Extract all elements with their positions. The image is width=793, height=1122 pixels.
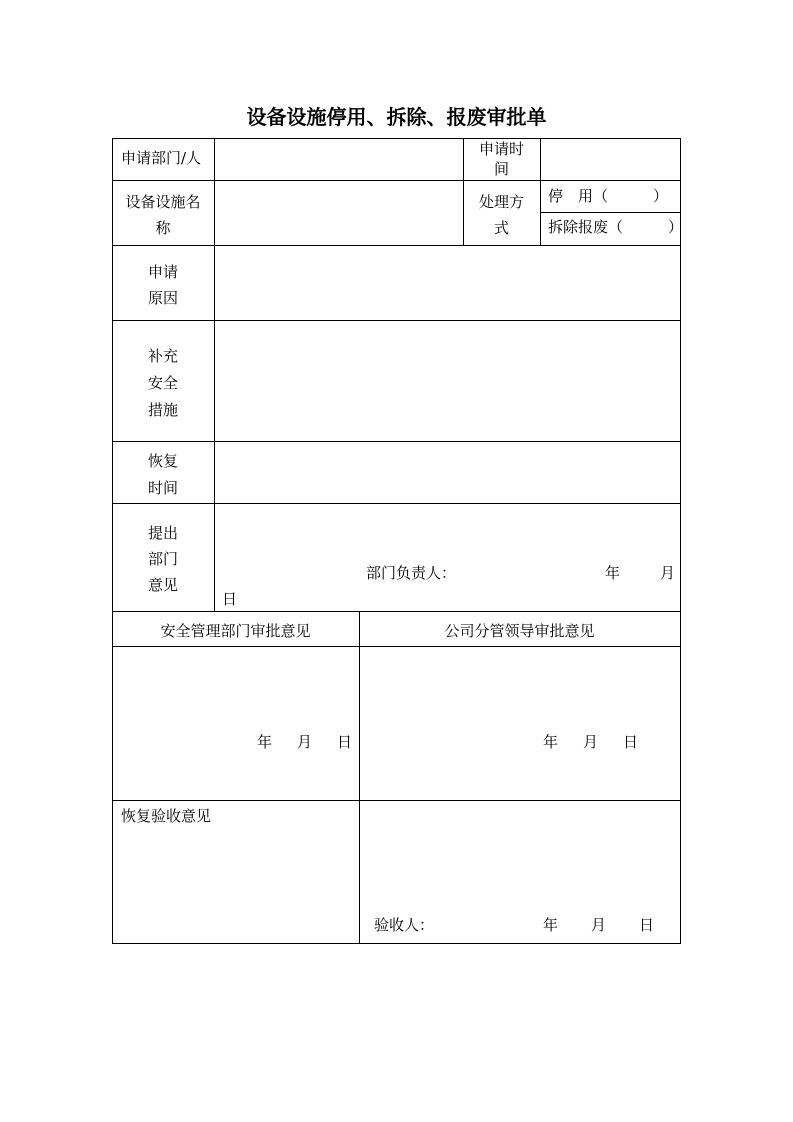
acceptance-label: 恢复验收意见: [121, 807, 212, 825]
recovery-time-label: 恢复: [148, 452, 179, 470]
row-divider: [112, 611, 681, 612]
dept-head-signer: 部门负责人：: [366, 564, 457, 582]
safety-dept-approval-header: 安全管理部门审批意见: [160, 622, 311, 640]
dept-opinion-label: 提出: [148, 524, 179, 542]
leader-approval-field[interactable]: [360, 647, 680, 800]
apply-time-label: 间: [493, 160, 509, 178]
table-border: [112, 943, 681, 944]
date-year: 年: [605, 564, 621, 582]
recovery-time-label: 时间: [148, 479, 179, 497]
reason-label: 申请: [148, 263, 179, 281]
safety-measures-label: 措施: [148, 401, 179, 419]
apply-time-label: 申请时: [478, 140, 524, 158]
method-label: 式: [493, 219, 509, 237]
safety-measures-field[interactable]: [215, 321, 680, 441]
reason-label: 原因: [148, 289, 179, 307]
recovery-time-field[interactable]: [215, 442, 680, 503]
dept-opinion-label: 意见: [148, 576, 179, 594]
form-title: 设备设施停用、拆除、报废审批单: [246, 105, 547, 129]
leader-approval-header: 公司分管领导审批意见: [444, 622, 595, 640]
date-day: 日: [337, 733, 353, 751]
equipment-name-label: 称: [155, 219, 171, 237]
table-border: [680, 138, 681, 944]
reason-field[interactable]: [215, 246, 680, 320]
date-day: 日: [639, 916, 655, 934]
option-scrap[interactable]: 拆除报废（ ）: [548, 218, 684, 236]
table-border: [112, 138, 113, 944]
safety-measures-label: 安全: [148, 374, 179, 392]
dept-opinion-field[interactable]: [215, 504, 680, 611]
date-day: 日: [623, 733, 639, 751]
date-year: 年: [543, 733, 559, 751]
date-month: 月: [297, 733, 313, 751]
date-month: 月: [583, 733, 599, 751]
date-year: 年: [543, 916, 559, 934]
method-label: 处理方: [478, 193, 524, 211]
date-month: 月: [591, 916, 607, 934]
dept-opinion-label: 部门: [148, 550, 179, 568]
dept-person-label: 申请部门/人: [121, 149, 202, 167]
apply-time-field[interactable]: [541, 139, 680, 180]
option-disable[interactable]: 停 用（ ）: [548, 187, 669, 205]
dept-person-field[interactable]: [215, 139, 463, 180]
date-month: 月: [660, 564, 676, 582]
equipment-name-field[interactable]: [215, 181, 463, 245]
row-divider: [540, 212, 681, 213]
safety-dept-approval-field[interactable]: [113, 647, 359, 800]
safety-measures-label: 补充: [148, 347, 179, 365]
acceptance-signer: 验收人：: [374, 916, 435, 934]
date-day: 日: [222, 590, 238, 608]
equipment-name-label: 设备设施名: [125, 193, 201, 211]
date-year: 年: [257, 733, 273, 751]
